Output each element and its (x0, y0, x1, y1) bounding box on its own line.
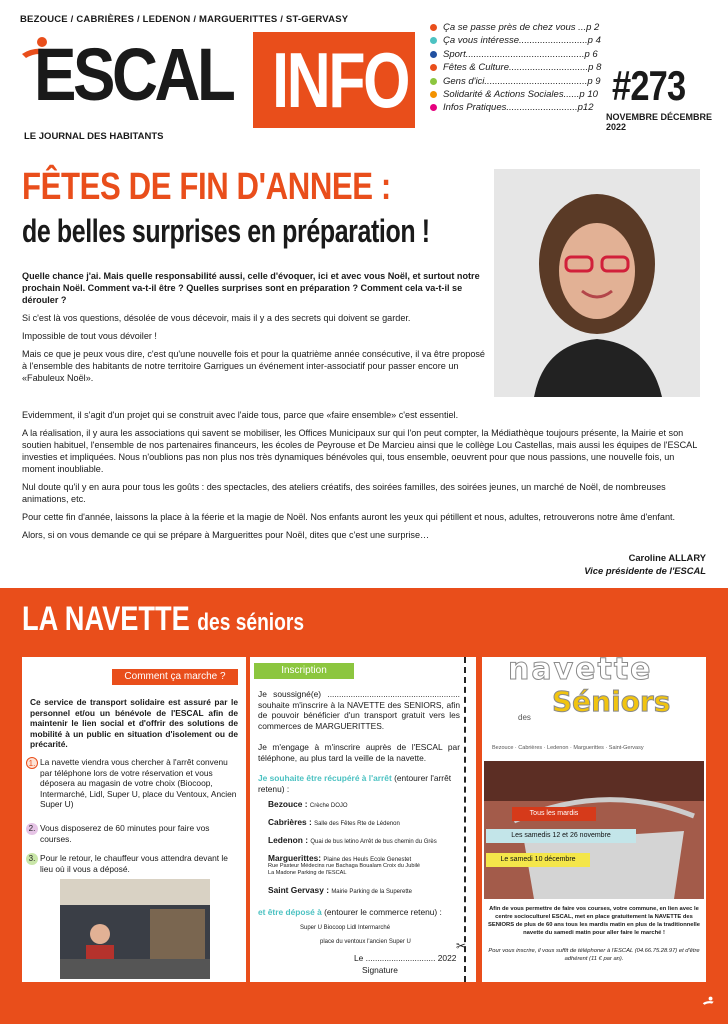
issue-number: #273 (612, 62, 686, 109)
toc-item[interactable]: Solidarité & Actions Sociales......p 10 (430, 88, 625, 101)
toc-item[interactable]: Fêtes & Culture..............................p 8 (430, 61, 625, 74)
stop-bezouce[interactable]: Bezouce : Crèche DOJO (268, 799, 348, 809)
article-paragraph: Alors, si on vous demande ce qui se prépare à Marguerittes pour Noël, dites que c'est une surprise… (22, 530, 430, 540)
tag-tuesdays: Tous les mardis (512, 807, 596, 821)
article-paragraph: Evidemment, il s'agit d'un projet qui se construit avec l'aide tous, parce que «faire ensemble» c'est essentiel. (22, 410, 459, 420)
stop-saint-gervasy[interactable]: Saint Gervasy : Mairie Parking de la Superette (268, 885, 413, 895)
issue-date: NOVEMBRE DÉCEMBRE 2022 (606, 112, 713, 132)
tag-saturdays-nov: Les samedis 12 et 26 novembre (486, 829, 636, 843)
article-body-bottom (22, 409, 702, 547)
shop-options-1[interactable]: Super U Biocoop Lidl Intermarché (300, 925, 391, 931)
article-lead: Quelle chance j'ai. Mais quelle responsabilité aussi, celle d'évoquer, ici et avec vous Noël, et surtout notre prochain Noël. Comment va-t-il être ? Quelles surprises sont en préparation ? Comment cela va-t-il se dérouler ? (22, 271, 480, 305)
article-paragraph: Mais ce que je peux vous dire, c'est qu'une nouvelle fois et pour la quatrième année consécutive, il va être proposé à l'ensemble des habitants de notre territoire Garrigues un événement inter-associatif pour passer encore un «Fabuleux Noël». (22, 349, 485, 383)
stop-marguerittes-line2[interactable]: Rue Pasteur Médecins rue Bachaga Boualam Croix du Jubilé (268, 863, 421, 869)
intro-text: Ce service de transport solidaire est assuré par le personnel et/ou un bénévole de l'ESCAL afin de maintenir le lien social et d'offrir des solutions de mobilité à un public en situation d'isolement ou de précarité. (30, 697, 238, 750)
table-of-contents (430, 21, 625, 115)
poster-contact: Pour vous inscrire, il vous suffit de téléphoner à l'ESCAL (04.66.75.28.97) et d'être adhérent (11 € par an). (488, 948, 700, 962)
step-number: 2. (26, 823, 38, 835)
towns-list: BEZOUCE / CABRIÈRES / LEDENON / MARGUERITTES / ST-GERVASY (20, 14, 349, 25)
form-commitment: Je m'engage à m'inscrire auprès de l'ESCAL par téléphone, au plus tard la veille de la navette. (258, 742, 460, 763)
poster-panel (482, 652, 706, 982)
article-signature (584, 551, 706, 577)
toc-item[interactable]: Infos Pratiques...........................p12 (430, 101, 625, 114)
poster-info: Afin de vous permettre de faire vos courses, votre commune, en lien avec le centre socioculturel ESCAL, met en place gratuitement la NAVETTE des SENIORS de plus de 60 ans tous les mardis matin en plus de la traditionnelle navette du samedi matin pour aller faire le marché ! (488, 906, 700, 936)
inscription-panel (250, 657, 476, 982)
article-subtitle: de belles surprises en préparation ! (22, 213, 430, 249)
scissors-icon: ✂ (456, 939, 467, 953)
poster-word-navette: navette (508, 652, 653, 687)
drop-heading: et être déposé à (entourer le commerce retenu) : (258, 907, 442, 917)
article-body-top (22, 270, 492, 390)
step-3: 3. Pour le retour, le chauffeur vous attendra devant le lieu où il vous a déposé. (26, 853, 238, 874)
logo-escal: ESCAL (34, 33, 233, 116)
step-number: 3. (26, 853, 38, 865)
how-label: Comment ça marche ? (112, 669, 238, 685)
tag-saturday-dec: Le samedi 10 décembre (486, 853, 590, 867)
cut-line (464, 657, 474, 982)
article-title: FÊTES DE FIN D'ANNEE : (22, 166, 391, 208)
form-intro: Je soussigné(e) ......................................................... souhaite m'inscrire à la NAVETTE des SENIORS, afin de pouvoir bénéficier d'un transport gratuit vers les commerces de MARGUERITTES. (258, 689, 460, 731)
signature-field[interactable]: Signature (362, 965, 398, 975)
logo-info: INFO (253, 32, 415, 128)
author-role: Vice présidente de l'ESCAL (584, 565, 706, 576)
article-paragraph: Si c'est là vos questions, désolée de vous décevoir, mais il y a des secrets qui doivent se garder. (22, 313, 411, 323)
stop-marguerittes[interactable]: Marguerittes: Plaine des Heuls Ecole Genestet (268, 853, 412, 863)
toc-item[interactable]: Sport.............................................p 6 (430, 48, 625, 61)
article-paragraph: Nul doute qu'il y en aura pour tous les goûts : des spectacles, des ateliers créatifs, des soirées familles, des soirées jeunes, un marché de Noël, de nombreuses animations, etc. (22, 482, 666, 504)
stop-cabrieres[interactable]: Cabrières : Salle des Fêtes Rte de Lédenon (268, 817, 400, 827)
stop-ledenon[interactable]: Ledenon : Quai de bus letino Arrêt de bus chemin du Grès (268, 835, 437, 845)
logo-figure-icon (702, 996, 716, 1012)
article-paragraph: Impossible de tout vous dévoiler ! (22, 331, 157, 341)
step-number: 1. (26, 757, 38, 769)
stop-marguerittes-line3[interactable]: La Madone Parking de l'ESCAL (268, 870, 347, 876)
poster-word-seniors: Séniors (552, 685, 671, 718)
poster-towns: Bezouce · Cabrières · Ledenon · Marguerittes · Saint-Gervasy (492, 745, 644, 751)
author-photo (494, 169, 700, 397)
step-2: 2. Vous disposerez de 60 minutes pour faire vos courses. (26, 823, 238, 844)
pickup-heading: Je souhaite être récupéré à l'arrêt (entourer l'arrêt retenu) : (258, 773, 452, 794)
poster-word-des: des (518, 713, 531, 722)
shop-options-2[interactable]: place du ventoux l'ancien Super U (320, 939, 411, 945)
tagline: LE JOURNAL DES HABITANTS (24, 131, 164, 142)
shop-photo (60, 879, 210, 979)
inscription-label: Inscription (254, 663, 354, 679)
navette-title: LA NAVETTE des séniors (22, 600, 305, 638)
toc-item[interactable]: Ça vous intéresse..........................p 4 (430, 34, 625, 47)
how-it-works-panel (22, 657, 246, 982)
article-paragraph: Pour cette fin d'année, laissons la place à la féerie et la magie de Noël. Nos enfants auront les yeux qui pétillent et nous, adultes, retrouverons notre âme d'enfant. (22, 512, 676, 522)
date-field[interactable]: Le .............................. 2022 (354, 953, 457, 963)
toc-item[interactable]: Ça se passe près de chez vous ...p 2 (430, 21, 625, 34)
author-name: Caroline ALLARY (628, 552, 706, 563)
article-paragraph: A la réalisation, il y aura les associations qui savent se mobiliser, les Offices Municipaux sur qui l'on peut compter, la Médiathèque toujours présente, la Mairie et son soutien habituel, l'ensemble de nos partenaires financeurs, les écoles de Peyrouse et De Marcieu ainsi que le collège Lou Castellas, mais aussi les équipes de l'ESCAL investies et impliquées. Nous n'oublions pas non plus nos très dynamiques bénévoles qui, tous ensemble, oeuvrent pour que nous passions, une nouvelle fois, un moment inoubliable. (22, 428, 697, 474)
step-1: 1. La navette viendra vous chercher à l'arrêt convenu par téléphone lors de votre réservation et vous déposera au magasin de votre choix (Biocoop, Intermarché, Lidl, Super U, place du Ventoux, Ancien Super U) (26, 757, 238, 810)
toc-item[interactable]: Gens d'ici.......................................p 9 (430, 75, 625, 88)
